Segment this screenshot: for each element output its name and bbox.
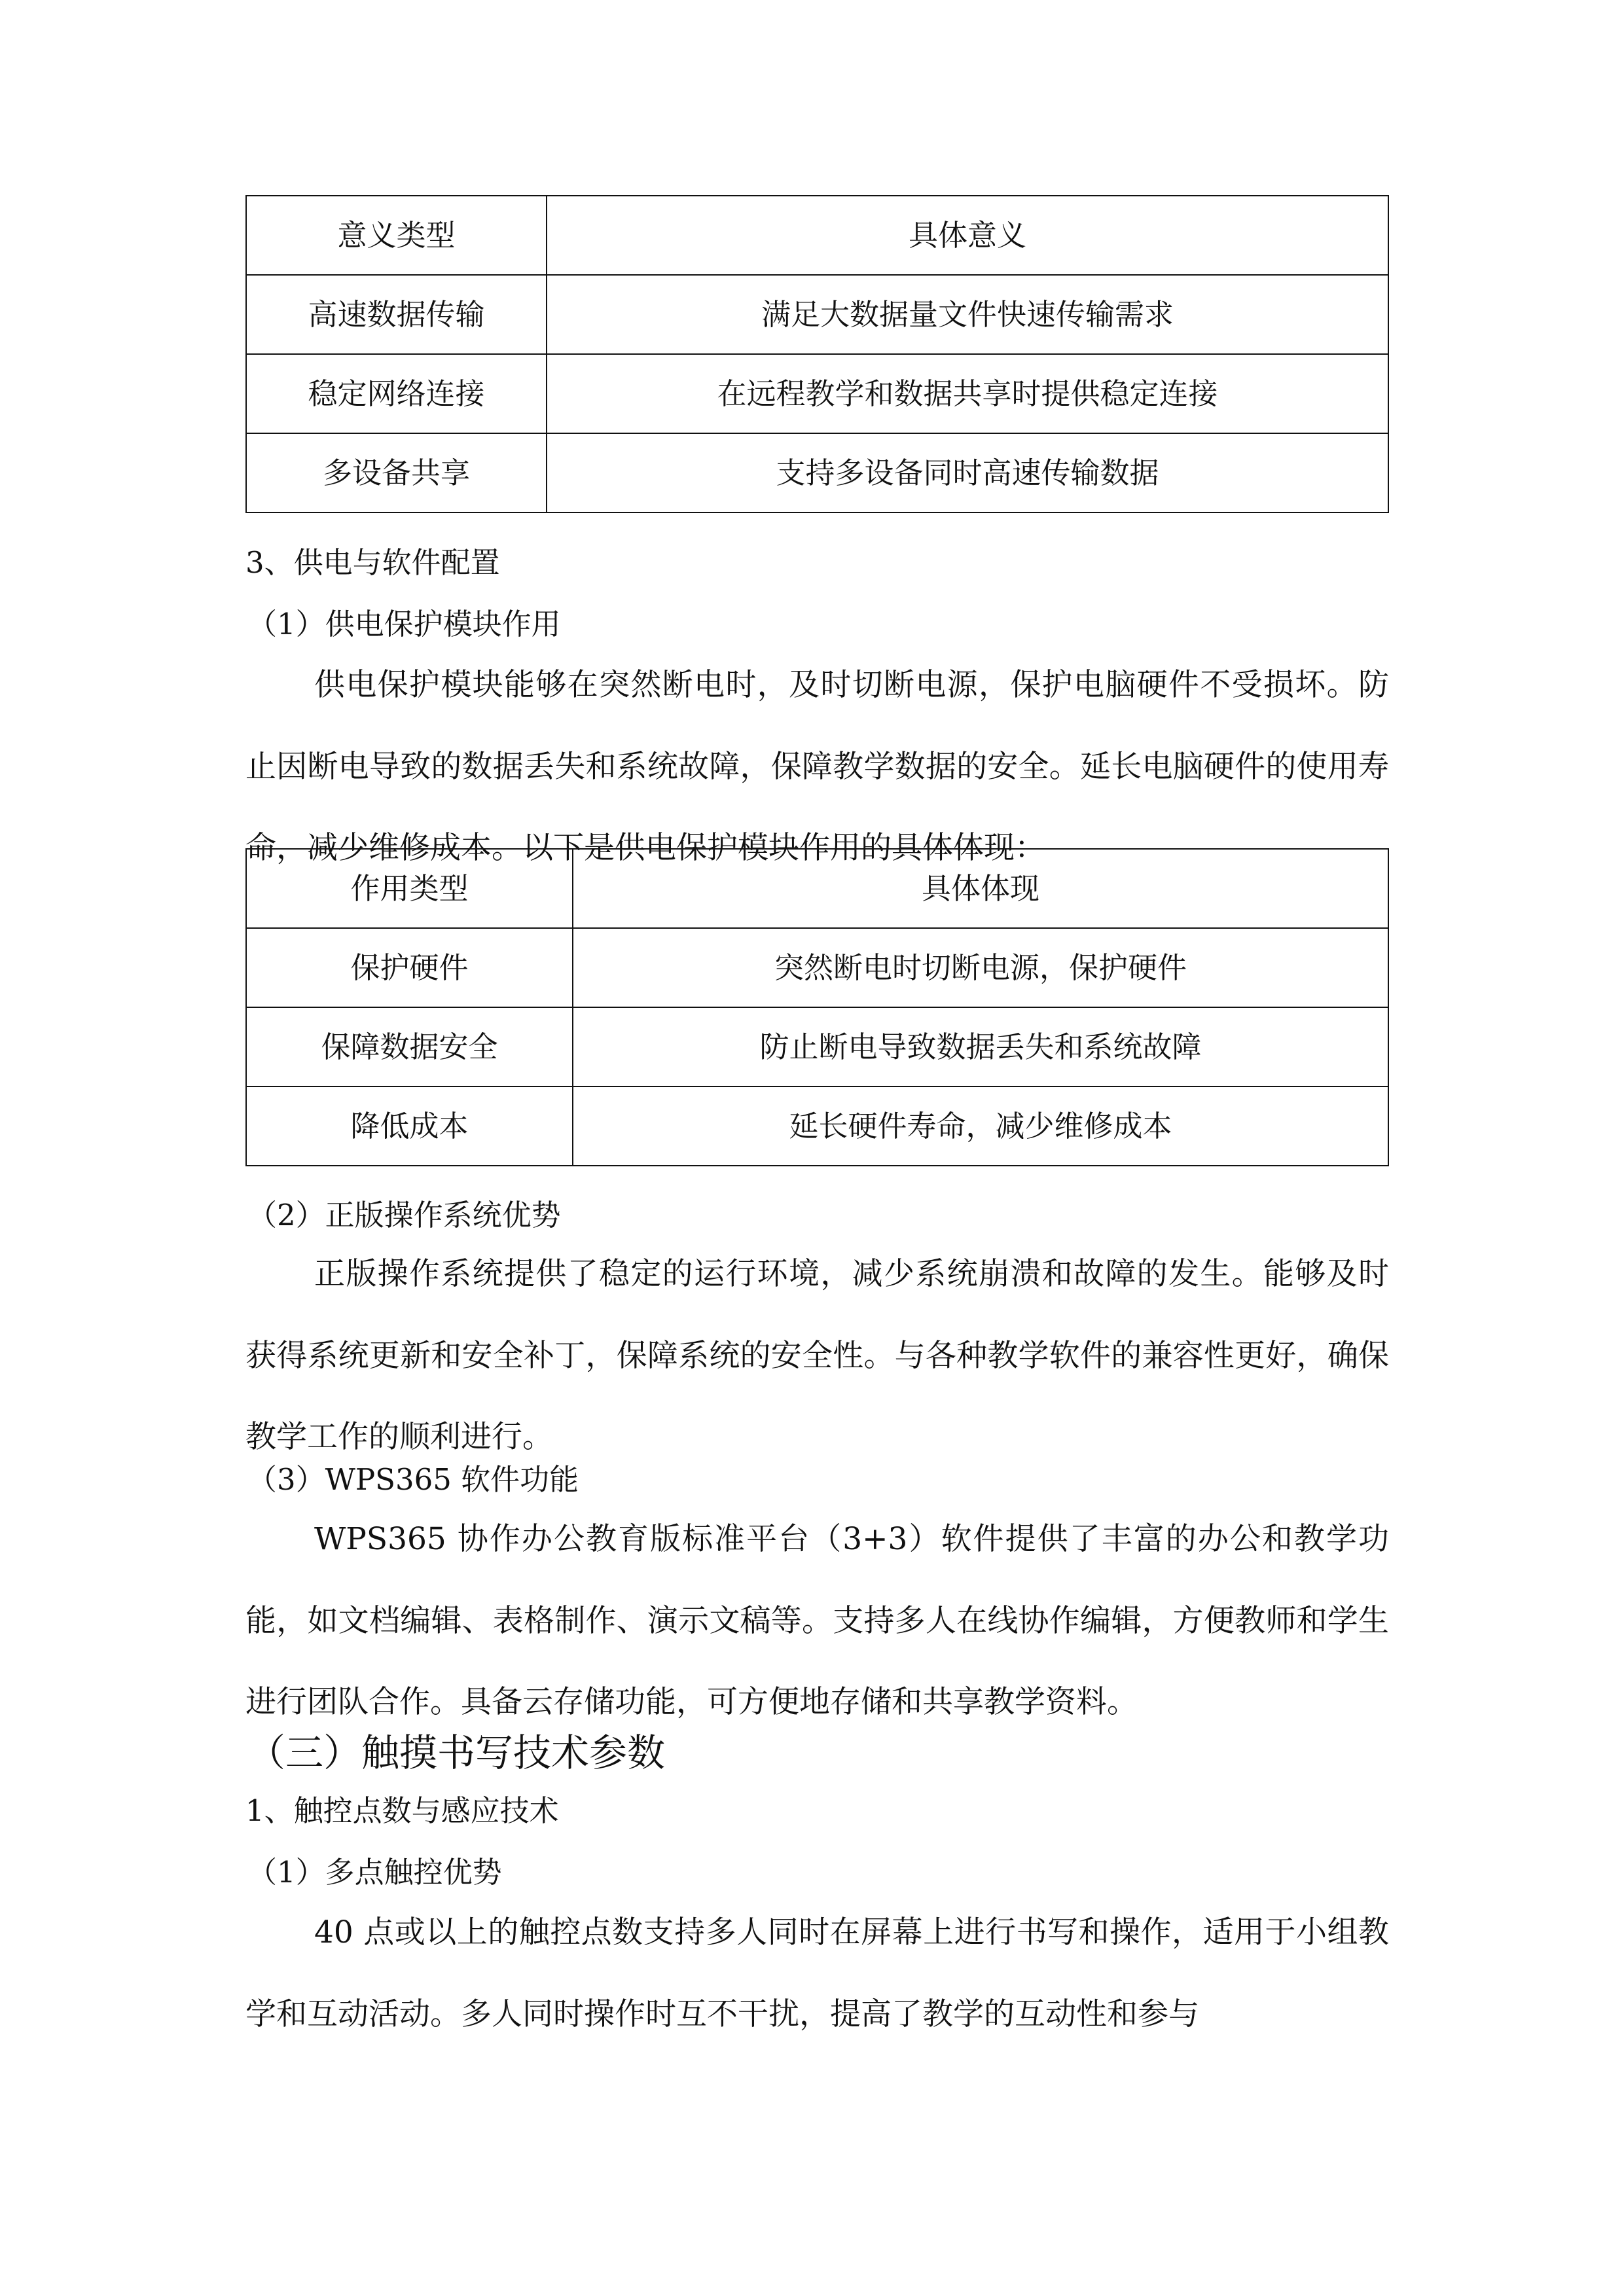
section-heading: 1、触控点数与感应技术: [245, 1793, 559, 1828]
table-cell: 支持多设备同时高速传输数据: [547, 433, 1388, 512]
table-cell: 突然断电时切断电源，保护硬件: [573, 928, 1388, 1007]
table-row: [246, 433, 1388, 512]
table-header-row: [246, 196, 1388, 275]
paragraph: 正版操作系统提供了稳定的运行环境，减少系统崩溃和故障的发生。能够及时获得系统更新和安全补丁，保障系统的安全性。与各种教学软件的兼容性更好，确保教学工作的顺利进行。: [245, 1256, 1389, 1455]
table-cell: 稳定网络连接: [246, 354, 547, 433]
chapter-heading: （三）触摸书写技术参数: [247, 1731, 666, 1775]
function-table: [245, 848, 1389, 1166]
table-cell: 保障数据安全: [246, 1007, 573, 1086]
table-row: [246, 1007, 1388, 1086]
subsection-heading: （1）供电保护模块作用: [247, 607, 561, 641]
table-header-cell: 作用类型: [246, 849, 573, 928]
table-cell: 满足大数据量文件快速传输需求: [547, 275, 1388, 354]
paragraph: 供电保护模块能够在突然断电时，及时切断电源，保护电脑硬件不受损坏。防止因断电导致的数据丢失和系统故障，保障教学数据的安全。延长电脑硬件的使用寿命，减少维修成本。以下是供电保护模块作用的具体体现：: [245, 667, 1389, 866]
subsection-heading: （3）WPS365 软件功能: [247, 1462, 579, 1497]
table-row: [246, 354, 1388, 433]
paragraph: 40 点或以上的触控点数支持多人同时在屏幕上进行书写和操作，适用于小组教学和互动活动。多人同时操作时互不干扰，提高了教学的互动性和参与: [245, 1914, 1389, 2032]
table-cell: 降低成本: [246, 1086, 573, 1166]
paragraph: WPS365 协作办公教育版标准平台（3+3）软件提供了丰富的办公和教学功能，如文档编辑、表格制作、演示文稿等。支持多人在线协作编辑，方便教师和学生进行团队合作。具备云存储功能，可方便地存储和共享教学资料。: [245, 1521, 1389, 1720]
table-row: [246, 1086, 1388, 1166]
table-row: [246, 928, 1388, 1007]
table-header-cell: 意义类型: [246, 196, 547, 275]
table-header-row: [246, 849, 1388, 928]
table-cell: 多设备共享: [246, 433, 547, 512]
table-header-cell: 具体意义: [547, 196, 1388, 275]
table-cell: 高速数据传输: [246, 275, 547, 354]
section-heading: 3、供电与软件配置: [245, 545, 500, 580]
table-row: [246, 275, 1388, 354]
table-cell: 在远程教学和数据共享时提供稳定连接: [547, 354, 1388, 433]
table-cell: 延长硬件寿命，减少维修成本: [573, 1086, 1388, 1166]
table-cell: 保护硬件: [246, 928, 573, 1007]
significance-table: [245, 195, 1389, 513]
table-header-cell: 具体体现: [573, 849, 1388, 928]
subsection-heading: （1）多点触控优势: [247, 1855, 502, 1890]
table-cell: 防止断电导致数据丢失和系统故障: [573, 1007, 1388, 1086]
subsection-heading: （2）正版操作系统优势: [247, 1198, 561, 1232]
